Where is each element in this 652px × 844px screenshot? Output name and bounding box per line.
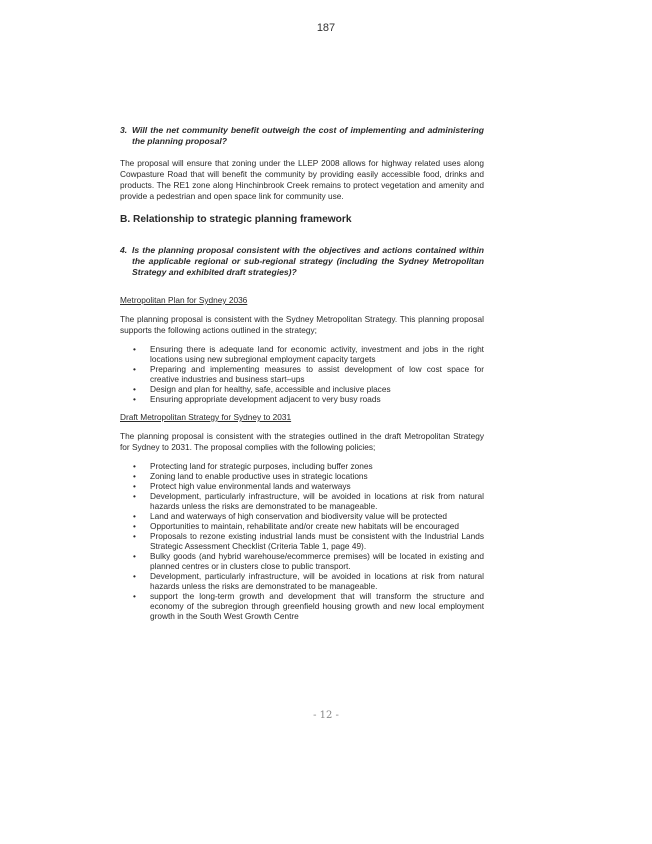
question-4 (120, 245, 484, 278)
list-item: • Ensuring there is adequate land for economic activity, investment and jobs in the right locations using new subregional employment capacity targets (120, 344, 484, 364)
draft-strategy-intro: The planning proposal is consistent with the strategies outlined in the draft Metropolitan Strategy for Sydney to 2031. The proposal complies with the following policies; (120, 431, 484, 452)
list-item: • Protecting land for strategic purposes, including buffer zones (120, 461, 484, 471)
metro-plan-list (120, 344, 484, 404)
bullet-icon: • (133, 491, 136, 501)
bullet-icon: • (133, 511, 136, 521)
draft-strategy-heading: Draft Metropolitan Strategy for Sydney to 2031 (120, 412, 292, 422)
list-item: • Design and plan for healthy, safe, accessible and inclusive places (120, 384, 484, 394)
section-b-heading: B. Relationship to strategic planning framework (120, 214, 352, 225)
bullet-icon: • (133, 521, 136, 531)
document-body (120, 125, 484, 621)
bullet-icon: • (133, 571, 136, 581)
metro-plan-heading: Metropolitan Plan for Sydney 2036 (120, 295, 248, 305)
question-3-number: 3. (120, 125, 128, 135)
list-item: • Opportunities to maintain, rehabilitate and/or create new habitats will be encouraged (120, 521, 484, 531)
bullet-icon: • (133, 384, 136, 394)
list-item: • support the long-term growth and development that will transform the structure and economy of the subregion through greenfield housing growth and new local employment growth in the South West Growth Centre (120, 591, 484, 621)
list-item: • Proposals to rezone existing industrial lands must be consistent with the Industrial Lands Strategic Assessment Checklist (Criteria Table 1, page 49). (120, 531, 484, 551)
page-number-bottom: - 12 - (313, 710, 339, 721)
list-item: • Protect high value environmental lands and waterways (120, 481, 484, 491)
bullet-icon: • (133, 471, 136, 481)
page-number-top: 187 (316, 22, 336, 34)
metro-plan-intro: The planning proposal is consistent with the Sydney Metropolitan Strategy. This planning proposal supports the following actions outlined in the strategy; (120, 314, 484, 335)
bullet-icon: • (133, 551, 136, 561)
bullet-icon: • (133, 481, 136, 491)
question-3-text: Will the net community benefit outweigh the cost of implementing and administering the planning proposal? (132, 125, 484, 146)
question-3-answer: The proposal will ensure that zoning under the LLEP 2008 allows for highway related uses along Cowpasture Road that will benefit the community by providing easily accessible food, drinks and products. The RE1 zone along Hinchinbrook Creek remains to protect vegetation and amenity and provide a pedestrian and open space link for community use. (120, 158, 484, 201)
bullet-icon: • (133, 364, 136, 374)
list-item: • Land and waterways of high conservation and biodiversity value will be protected (120, 511, 484, 521)
list-item: • Preparing and implementing measures to assist development of low cost space for creative industries and business start–ups (120, 364, 484, 384)
bullet-icon: • (133, 591, 136, 601)
list-item: • Development, particularly infrastructure, will be avoided in locations at risk from natural hazards unless the risks are demonstrated to be manageable. (120, 491, 484, 511)
question-4-text: Is the planning proposal consistent with the objectives and actions contained within the applicable regional or sub-regional strategy (including the Sydney Metropolitan Strategy and exhibited draft strategies)? (132, 245, 484, 277)
bullet-icon: • (133, 394, 136, 404)
list-item: • Bulky goods (and hybrid warehouse/ecommerce premises) will be located in existing and planned centres or in clusters close to public transport. (120, 551, 484, 571)
question-3 (120, 125, 484, 147)
question-4-number: 4. (120, 245, 128, 255)
bullet-icon: • (133, 461, 136, 471)
list-item: • Ensuring appropriate development adjacent to very busy roads (120, 394, 484, 404)
bullet-icon: • (133, 531, 136, 541)
list-item: • Development, particularly infrastructure, will be avoided in locations at risk from natural hazards unless the risks are demonstrated to be manageable. (120, 571, 484, 591)
list-item: • Zoning land to enable productive uses in strategic locations (120, 471, 484, 481)
bullet-icon: • (133, 344, 136, 354)
draft-strategy-list (120, 461, 484, 621)
